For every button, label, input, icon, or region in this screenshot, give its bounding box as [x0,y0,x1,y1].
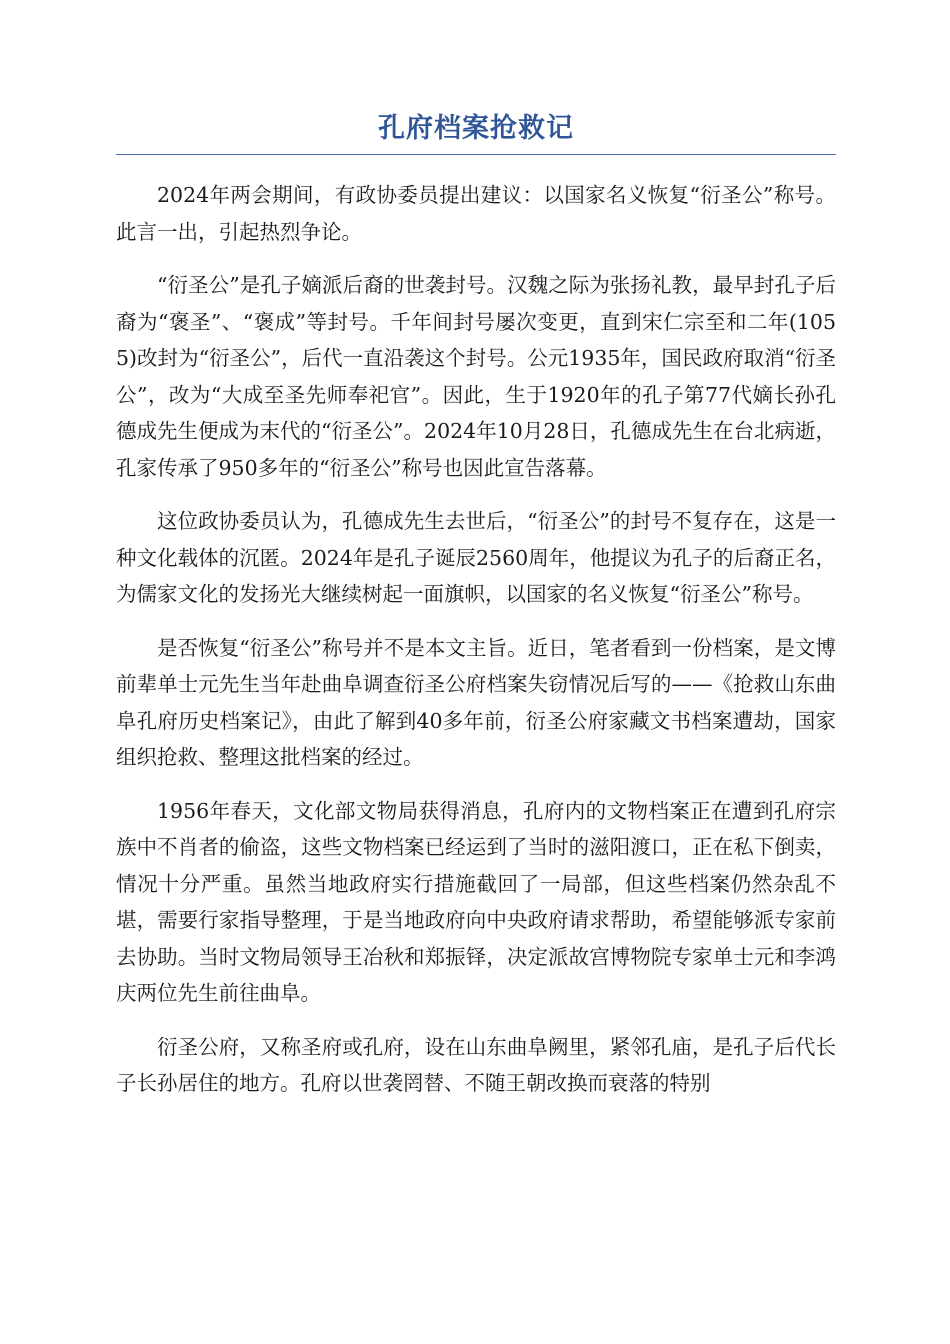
paragraph-3: 这位政协委员认为，孔德成先生去世后，“衍圣公”的封号不复存在，这是一种文化载体的沉匿。2024年是孔子诞辰2560周年，他提议为孔子的后裔正名，为儒家文化的发扬光大继续树起一面旗帜，以国家的名义恢复“衍圣公”称号。 [116,509,836,606]
paragraph-1: 2024年两会期间，有政协委员提出建议：以国家名义恢复“衍圣公”称号。此言一出，引起热烈争论。 [116,183,836,244]
document-title: 孔府档案抢救记 [116,110,836,155]
paragraph-6: 衍圣公府，又称圣府或孔府，设在山东曲阜阙里，紧邻孔庙，是孔子后代长子长孙居住的地方。孔府以世袭罔替、不随王朝改换而衰落的特别 [116,1034,836,1095]
paragraph-4: 是否恢复“衍圣公”称号并不是本文主旨。近日，笔者看到一份档案，是文博前辈单士元先生当年赴曲阜调查衍圣公府档案失窃情况后写的——《抢救山东曲阜孔府历史档案记》，由此了解到40多年前，衍圣公府家藏文书档案遭劫，国家组织抢救、整理这批档案的经过。 [116,635,836,769]
document-page [116,110,836,1119]
paragraph-2: “衍圣公”是孔子嫡派后裔的世袭封号。汉魏之际为张扬礼教，最早封孔子后裔为“褒圣”、“褒成”等封号。千年间封号屡次变更，直到宋仁宗至和二年(1055)改封为“衍圣公”，后代一直沿袭这个封号。公元1935年，国民政府取消“衍圣公”，改为“大成至圣先师奉祀官”。因此，生于1920年的孔子第77代嫡长孙孔德成先生便成为末代的“衍圣公”。2024年10月28日，孔德成先生在台北病逝，孔家传承了950多年的“衍圣公”称号也因此宣告落幕。 [116,273,836,480]
paragraph-5: 1956年春天，文化部文物局获得消息，孔府内的文物档案正在遭到孔府宗族中不肖者的偷盗，这些文物档案已经运到了当时的滋阳渡口，正在私下倒卖，情况十分严重。虽然当地政府实行措施截回了一局部，但这些档案仍然杂乱不堪，需要行家指导整理，于是当地政府向中央政府请求帮助，希望能够派专家前去协助。当时文物局领导王冶秋和郑振铎，决定派故宫博物院专家单士元和李鸿庆两位先生前往曲阜。 [116,798,836,1005]
